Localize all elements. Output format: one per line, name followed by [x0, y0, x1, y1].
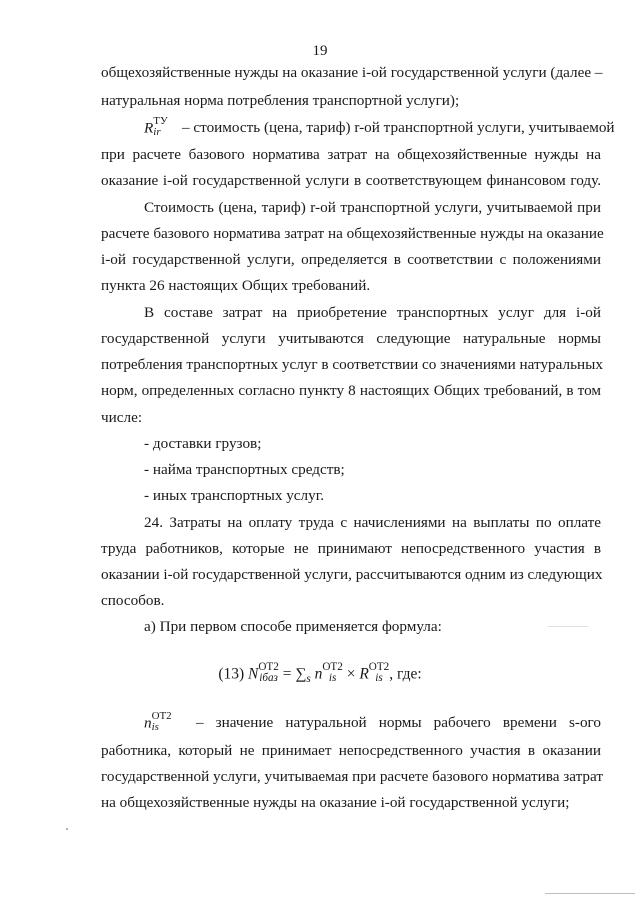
text-line: на общехозяйственные нужды на оказание i-ой государственной услуги; [101, 794, 570, 811]
text-line: пункта 26 настоящих Общих требований. [101, 277, 371, 294]
formula-equals: = [282, 665, 292, 683]
text-line: В составе затрат на приобретение транспортных услуг для i-ой [144, 304, 601, 321]
list-item: - иных транспортных услуг. [144, 487, 325, 504]
text-line: норм, определенных согласно пункту 8 настоящих Общих требований, в том [101, 382, 601, 399]
text-line: i-ой государственной услуги, определяется в соответствии с положениями [101, 251, 601, 268]
formula-N: N [248, 665, 259, 683]
page-number: 19 [312, 43, 328, 59]
list-item: - доставки грузов; [144, 435, 262, 452]
r-description: – стоимость (цена, тариф) r-ой транспортной услуги, учитываемой [182, 119, 615, 137]
text-line: способов. [101, 592, 165, 609]
text-line: оказание i-ой государственной услуги в соответствующем финансовом году. [101, 172, 601, 189]
text-line: государственной услуги, учитываемая при расчете базового норматива затрат [101, 768, 603, 785]
text-line: труда работников, которые не принимают непосредственного участия в [101, 540, 601, 557]
r-symbol: R ТУ ir [144, 115, 168, 138]
text-line: работника, который не принимает непосредственного участия в оказании [101, 742, 601, 759]
formula-R: R [359, 665, 369, 683]
formula-tail: , где: [389, 665, 422, 683]
text-line: при расчете базового норматива затрат на общехозяйственные нужды на [101, 146, 601, 163]
formula-sigma: ∑ [295, 665, 307, 683]
text-line: Стоимость (цена, тариф) r-ой транспортной услуги, учитываемой при [144, 199, 601, 216]
text-line [144, 115, 615, 140]
text-line: натуральная норма потребления транспортной услуги); [101, 92, 460, 109]
text-line: государственной услуги учитываются следующие натуральные нормы [101, 330, 601, 347]
text-line: общехозяйственные нужды на оказание i-ой государственной услуги (далее – [101, 64, 603, 81]
scan-mark [66, 828, 68, 830]
list-item: - найма транспортных средств; [144, 461, 345, 478]
formula-times: × [346, 665, 356, 683]
formula-13: (13) N ОТ2 iбаз = $\sum_s$ n ОТ2 is × R ОТ2 is , где: [218, 661, 422, 686]
corner-line [548, 626, 588, 627]
corner-line [545, 893, 635, 894]
text-line: а) При первом способе применяется формула: [144, 618, 442, 635]
text-line: 24. Затраты на оплату труда с начислениями на выплаты по оплате [144, 514, 601, 531]
formula-n: n [314, 665, 323, 683]
n-description: – значение натуральной нормы рабочего времени s-ого [196, 714, 601, 732]
text-line: числе: [101, 409, 143, 426]
text-line: расчете базового норматива затрат на общехозяйственные нужды на оказание [101, 225, 604, 242]
n-symbol: n ОТ2 is [144, 710, 172, 733]
text-line [144, 710, 601, 735]
text-line: потребления транспортных услуг в соответствии со значениями натуральных [101, 356, 603, 373]
formula-number: (13) [218, 665, 245, 683]
text-line: оказании i-ой государственной услуги, рассчитываются одним из следующих [101, 566, 603, 583]
